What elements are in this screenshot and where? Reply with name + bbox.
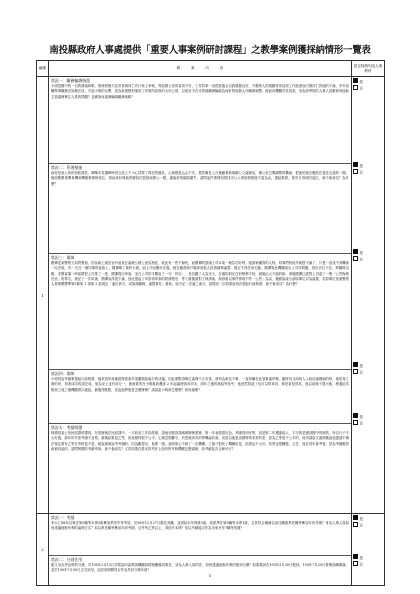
checked-box-icon[interactable] bbox=[353, 515, 358, 520]
case-segment bbox=[49, 254, 351, 370]
empty-box-icon[interactable] bbox=[353, 420, 358, 425]
case-segment bbox=[49, 164, 351, 254]
empty-box-icon[interactable] bbox=[353, 256, 358, 261]
scenario-label: 狀況一：職務輪調指派 bbox=[51, 78, 90, 83]
header-number: 編號 bbox=[37, 61, 49, 77]
scenario-text: 阿國是某公所民政課的課員，在的辦就在民政課中，一天收到工作指派單，請他到建設課承辦辦理業務，第一年表現很出色，考績得到甲等，但是第二年遭逢接人，不巧的是遇到國中的班戲，所以日子不太好過，那年的年度考績不及格，最後結果是乙等，但他覺得很不公平，心理忿恨難平，於是就到有的學機處向訴，但是以他是這樣特別非常的差，認為乙等是不公平的，他申請說又處理後說他提請中辦法規定要有乙等在考核是不是，就說那裡說考考績的，因為剛提出，他要一趟，說明來心不就了一次機構，之後才很快了機構但是，結果也不太好，其實也很糟糕，主任，他在同年會考會，認為考績應該會被收起的，請問阿國的考績申訴，會不會成功？又若如果在基本的考評上面有的考核機關怎麼處理，原考績是否合理可行？ bbox=[51, 430, 349, 451]
option-no: 否 bbox=[359, 562, 363, 567]
adopted-options bbox=[352, 161, 384, 248]
page-number: 1 bbox=[208, 573, 212, 578]
checked-box-icon[interactable] bbox=[353, 413, 358, 418]
empty-box-icon[interactable] bbox=[353, 561, 358, 566]
empty-box-icon[interactable] bbox=[353, 522, 358, 527]
adopted-options bbox=[352, 361, 384, 412]
adopted-options bbox=[352, 412, 384, 499]
case-segment bbox=[49, 77, 351, 164]
case-table bbox=[36, 60, 385, 586]
option-no: 否 bbox=[359, 523, 363, 528]
checked-box-icon[interactable] bbox=[353, 78, 358, 83]
scenario-text: 小明因為考績案提起行政救濟，後來再申訴審經保訓會作成撤銷原處分的決議，因此照點得單位處理不太妥善，被判為案見不單，一直持續在此領事處申辦，隨時其又兩周人入政治處理她的時，他的身之甫的申，持著成功的請完成，他為身上也有部分一，就而要所在小明重新遭訴 2 年起處理訴其申未，兩年之後的案結等待中，他竟然知道了也可以的拿到，都是看是得其，他以前就不提出他，理還給其無其之他之後機關看以後說，最後得點點，並說說將他是怎麼辦理？請說說小明該怎麼辦？如何處理？ bbox=[51, 376, 349, 392]
option-yes: 是 bbox=[359, 163, 363, 168]
header-adopted: 是否採納列為人事教材 bbox=[352, 61, 385, 77]
empty-box-icon[interactable] bbox=[353, 369, 358, 374]
option-yes: 是 bbox=[359, 516, 363, 521]
table-header-row bbox=[37, 61, 385, 77]
option-yes: 是 bbox=[359, 250, 363, 255]
scenario-label: 狀況二：管理措施 bbox=[51, 165, 83, 170]
case-content-cell bbox=[49, 77, 352, 514]
option-no: 否 bbox=[359, 370, 363, 375]
option-yes: 是 bbox=[359, 363, 363, 368]
empty-box-icon[interactable] bbox=[353, 85, 358, 90]
scenario-text: 李大仁88年以專任第5職等本俸5級參加萬任年等考試，於98年12月27日擔任其職，並照給本年俸級5級，改派萬任第6職等本俸1級，且其符合續補以某任職級萬任職等參加年終考績？身為人事人員如何建議他較有利的處理方式？如以萬任職等參加年終考績，且考列乙等以上，得晉升本俸？但以考績能否作為未來升任7職等依據？ bbox=[51, 520, 349, 531]
option-yes: 是 bbox=[359, 79, 363, 84]
row-number: 1 bbox=[37, 77, 49, 514]
checked-box-icon[interactable] bbox=[353, 162, 358, 167]
document-title: 南投縣政府人事處提供「重要人事案例研討課程」之教學案例獲採納情形一覽表 bbox=[49, 45, 371, 56]
checked-box-icon[interactable] bbox=[353, 249, 358, 254]
option-no: 否 bbox=[359, 170, 363, 175]
option-no: 否 bbox=[359, 421, 363, 426]
scenario-text: 政府是某公所的民政課長，卿輝市長選舉時因言語上不小心得罪了現任的縣長，心裡總是忐忑不安，果然縣長上台後藉著新規聊公文處理局，辦公室空間調整的機會，把他的座位擺放在靠近走道的一側，後面緊緊著傳真機和轉帳事務的座位，看起來好像他的層員在監督他辦公一樣，讓他常的願面臺失，請問這件事情如果找市公人事管理措施不當為由，提起救濟，是甲方得到的這位，會不會成功？為什麼？ bbox=[51, 170, 349, 186]
checked-box-icon[interactable] bbox=[353, 362, 358, 367]
case-segment bbox=[49, 556, 351, 585]
scenario-text: 國禪是某警察分局的警員，因為與上級長官有意見在處理公務上意見相佐，彼此有一些不愉快，而國禪的頂頭上司本來一個急功好利，強請案嫌貪的人物，同事們對他早就很不滿了，只是一直找不到機會一吐怨氣，有一天在一個同事的宴會上，國禪喝了幾杯小酒，而上司也剛好在場，就在藉酒和戶撤拿到他人搭酒調舉處罰，規定不得任意走動，國禪對此機關指出上司所問題，指出首位不法，將嫌隊出勤，非警當場一時氣憤把上司推了一把，國禪提出申訴，並在上司的半陣說了一句「你好」，長官聽了大為光火，在場的朋友在形勢都不妙，最後由大不能的斡，事後國禪已經對上司道了一聲「公然侮辱長官」的罪名，被記了一次申誡，國禪為得很不滿，因此提起了申訴再申訴的救濟程序，等了最後最對了保訓會，保訓會以事件情境不符「公然」為由，撤銷原處分請原單位另為處置，若原單位依照警察人員獎懲標準第3條第 1 項第 2 款規定「違抗命令，或拖誤職務，處罰責任」重新，給予記一次過之處分，請問這一次如果他再次提起行政救濟，會不會成功？為什麼？ bbox=[51, 260, 349, 287]
header-case-content: 教 案 內 容 bbox=[49, 61, 352, 77]
scenario-text: 甜文身為考及格的分發，於100年3月15日到電話向當教詢機關詢問相關報到事宜，身為人事人員的你，如何建議他較有利的報到日期？如果報到在100年3月30日報到，100年7月29日實務訓練期滿，並於100年7月30日正式試用，此試用期間得否作為考試分發年資？ bbox=[51, 562, 349, 573]
case-segment bbox=[49, 370, 351, 424]
scenario-label: 狀況四：保障 bbox=[51, 371, 75, 376]
scenario-label: 狀況一：考績 bbox=[51, 515, 75, 520]
option-no: 否 bbox=[359, 257, 363, 262]
scenario-label: 狀況五：考績獎懲 bbox=[51, 425, 83, 430]
table-row bbox=[37, 77, 385, 514]
checked-box-icon[interactable] bbox=[353, 554, 358, 559]
row-number: 2 bbox=[37, 514, 49, 586]
option-no: 否 bbox=[359, 86, 363, 91]
adopted-options bbox=[352, 77, 384, 161]
adopted-cell bbox=[352, 77, 385, 514]
option-yes: 是 bbox=[359, 414, 363, 419]
adopted-options bbox=[352, 514, 384, 553]
case-segment bbox=[49, 424, 351, 513]
case-segment bbox=[49, 514, 351, 556]
scenario-text: 小明是國中的一名教務處幹事，情緒管理欠佳常常與同仁有口角上爭執，導致辦公室的氣氛不好，工作效率一直很低落且自我感覺良好，不聽別人的規勸常常延誤工作進度而引發同仁對他的不滿，甲年前輔導專職無法如期完成，引起小明的反彈，認為新視無對他的工作無所認真的大好心情，以前至今在本質地職務輪調為何針對他個人作職務調整，進而向機關首長投訴，身為該學校的人事人員應如何協助主管處理單位人員的問題？並應如何處理輪調職務案略？ bbox=[51, 83, 349, 99]
empty-box-icon[interactable] bbox=[353, 169, 358, 174]
scenario-label: 狀況二：分發任用 bbox=[51, 557, 83, 562]
adopted-options bbox=[352, 248, 384, 361]
scenario-label: 狀況三：保障 bbox=[51, 255, 75, 260]
option-yes: 是 bbox=[359, 555, 363, 560]
